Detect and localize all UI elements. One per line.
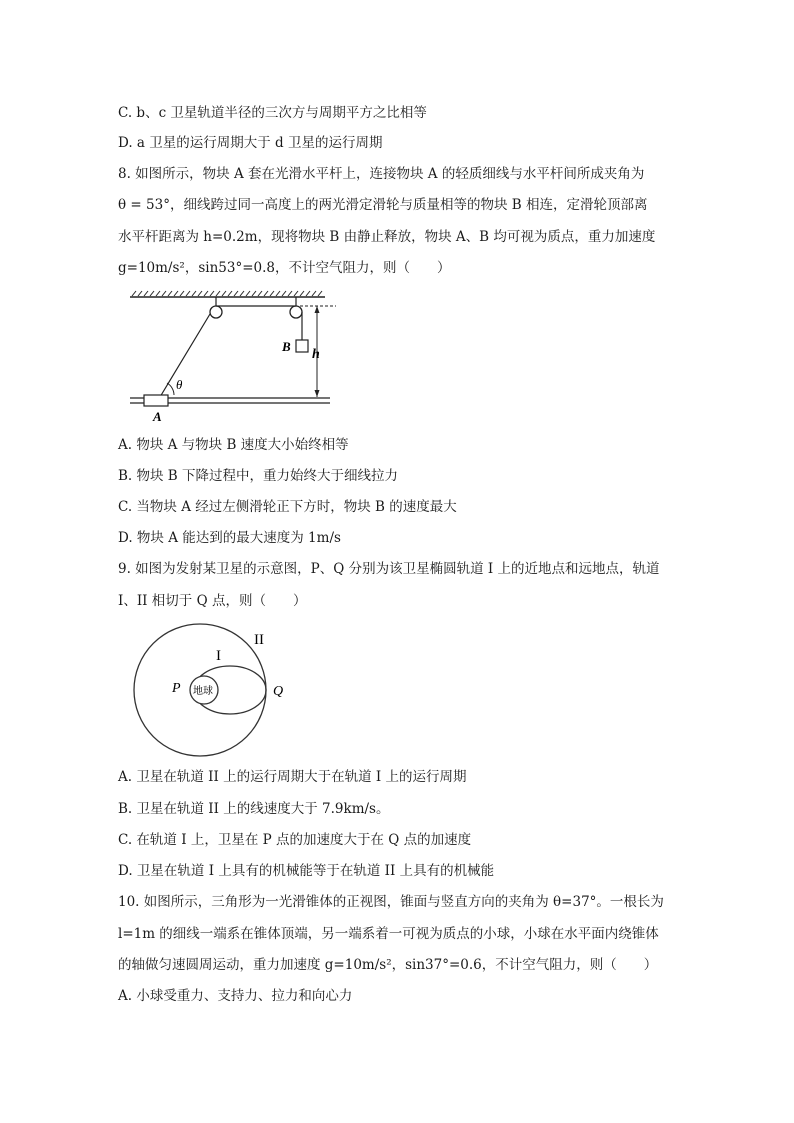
q9-option-c: C. 在轨道 I 上，卫星在 P 点的加速度大于在 Q 点的加速度 bbox=[118, 832, 472, 848]
string-to-A bbox=[160, 314, 210, 397]
label-orbit-I: I bbox=[216, 648, 221, 664]
q9-orbit-figure bbox=[130, 622, 300, 762]
label-P: P bbox=[172, 681, 181, 696]
q8-stem-line-2: θ = 53°，细线跨过同一高度上的两光滑定滑轮与质量相等的物块 B 相连，定滑轮顶部离 bbox=[118, 197, 648, 213]
q9-stem-line-1: 9. 如图为发射某卫星的示意图，P、Q 分别为该卫星椭圆轨道 I 上的近地点和远地点，轨道 bbox=[118, 561, 660, 577]
q8-option-c: C. 当物块 A 经过左侧滑轮正下方时，物块 B 的速度最大 bbox=[118, 499, 457, 515]
q7-option-d: D. a 卫星的运行周期大于 d 卫星的运行周期 bbox=[118, 135, 383, 151]
q10-stem-line-1: 10. 如图所示，三角形为一光滑锥体的正视图，锥面与竖直方向的夹角为 θ=37°。一根长为 bbox=[118, 894, 664, 910]
q10-option-a: A. 小球受重力、支持力、拉力和向心力 bbox=[118, 988, 353, 1004]
label-earth: 地球 bbox=[193, 686, 213, 697]
q9-option-a: A. 卫星在轨道 II 上的运行周期大于在轨道 I 上的运行周期 bbox=[118, 769, 467, 785]
q8-stem-line-1: 8. 如图所示，物块 A 套在光滑水平杆上，连接物块 A 的轻质细线与水平杆间所成夹角为 bbox=[118, 166, 645, 182]
q9-option-b: B. 卫星在轨道 II 上的线速度大于 7.9km/s。 bbox=[118, 801, 390, 817]
label-orbit-II: II bbox=[254, 632, 264, 648]
theta-arc bbox=[167, 383, 174, 395]
q9-option-d: D. 卫星在轨道 I 上具有的机械能等于在轨道 II 上具有的机械能 bbox=[118, 863, 495, 879]
q10-stem-line-2: l=1m 的细线一端系在锥体顶端，另一端系着一可视为质点的小球，小球在水平面内绕锥体 bbox=[118, 926, 659, 942]
block-B bbox=[296, 340, 308, 352]
ceiling-hatching bbox=[132, 291, 322, 296]
q8-stem-line-3: 水平杆距离为 h=0.2m，现将物块 B 由静止释放，物块 A、B 均可视为质点，重力加速度 bbox=[118, 229, 656, 245]
q9-stem-line-2: I、II 相切于 Q 点，则（ ） bbox=[118, 593, 307, 609]
label-theta: θ bbox=[176, 377, 183, 392]
h-arrow-top bbox=[315, 306, 320, 313]
q8-pulley-figure bbox=[120, 287, 350, 427]
q8-option-b: B. 物块 B 下降过程中，重力始终大于细线拉力 bbox=[118, 468, 399, 484]
label-B: B bbox=[282, 339, 291, 354]
q8-stem-line-4: g=10m/s²，sin53°=0.8，不计空气阻力，则（ ） bbox=[118, 260, 451, 276]
left-pulley bbox=[210, 306, 222, 318]
h-arrow-bottom bbox=[315, 390, 320, 397]
label-Q: Q bbox=[273, 684, 284, 699]
q8-option-d: D. 物块 A 能达到的最大速度为 1m/s bbox=[118, 530, 341, 546]
label-h: h bbox=[312, 347, 320, 362]
q7-option-c: C. b、c 卫星轨道半径的三次方与周期平方之比相等 bbox=[118, 105, 427, 121]
q10-stem-line-3: 的轴做匀速圆周运动，重力加速度 g=10m/s²，sin37°=0.6，不计空气阻力，则（ ） bbox=[118, 957, 658, 973]
block-A bbox=[144, 395, 168, 406]
right-pulley bbox=[290, 306, 302, 318]
q8-option-a: A. 物块 A 与物块 B 速度大小始终相等 bbox=[118, 437, 349, 453]
label-A: A bbox=[153, 409, 162, 424]
